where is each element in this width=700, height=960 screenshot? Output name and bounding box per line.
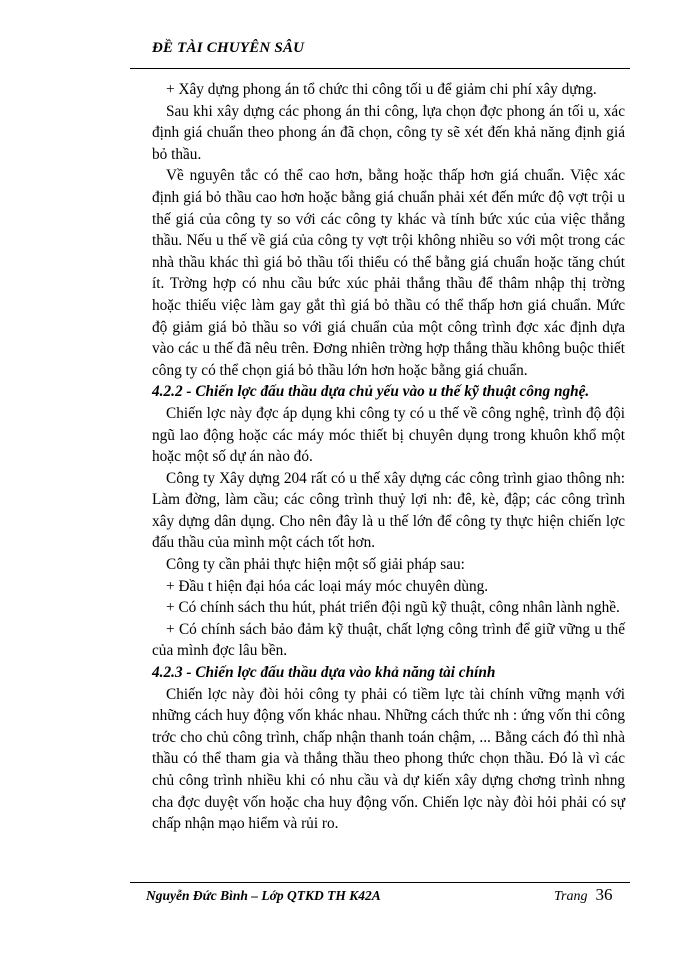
page-header-title: ĐỀ TÀI CHUYÊN SÂU [152,40,305,56]
body-paragraph: + Có chính sách bảo đảm kỹ thuật, chất lợng công trình để giữ vững u thế của mình đợc lâu bền. [152,620,625,660]
body-paragraph: Công ty Xây dựng 204 rất có u thế xây dựng các công trình giao thông nh: Làm đờng, làm cầu; các công trình thuỷ lợi nh: đê, kè, đập; các công trình xây dựng dân dụng. Cho nên đây là u thế lớn để công ty thực hiện chiến lợc đấu thầu của mình một cách tốt hơn. [152,469,625,552]
body-paragraph: Công ty cần phải thực hiện một số giải pháp sau: [166,556,465,574]
body-paragraph: + Xây dựng phong án tổ chức thi công tối u để giảm chi phí xây dựng. [166,81,597,98]
footer-author: Nguyễn Đức Bình – Lớp QTKD TH K42A [146,888,381,903]
section-heading: 4.2.2 - Chiến lợc đấu thầu dựa chủ yếu vào u thế kỹ thuật công nghệ. [152,383,590,401]
header-divider [130,68,630,69]
body-paragraph: Chiến lợc này đợc áp dụng khi công ty có u thế về công nghệ, trình độ đội ngũ lao động hoặc các máy móc thiết bị chuyên dụng trong khuôn khổ một hoặc một số dự án nào đó. [152,404,625,466]
body-paragraph: Chiến lợc này đòi hỏi công ty phải có tiềm lực tài chính vững mạnh với những cách huy động vốn khác nhau. Những cách thức nh : ứng vốn thi công trớc cho chủ công trình, chấp nhận thanh toán chậm, ... Bằng cách đó thì nhà thầu có thể tham gia và thắng thầu theo phong thức chọn thầu. Đó là vì các chủ công trình nhiều khi có nhu cầu và dự kiến xây dựng chơng trình nhng cha đợc duyệt vốn hoặc cha huy động vốn. Chiến lợc này đòi hỏi phải có sự chấp nhận mạo hiểm và rủi ro. [152,685,625,833]
page-label: Trang [554,889,588,904]
page-number-block [554,885,612,905]
page-number: 36 [595,885,613,904]
document-body [152,79,625,835]
body-paragraph: Sau khi xây dựng các phong án thi công, lựa chọn đợc phong án tối u, xác định giá chuẩn theo phong án đã chọn, công ty sẽ xét đến khả năng định giá bỏ thầu. [152,102,625,163]
section-heading: 4.2.3 - Chiến lợc đấu thầu dựa vào khả năng tài chính [152,664,496,682]
footer-divider [130,882,630,883]
body-paragraph: + Có chính sách thu hút, phát triển đội ngũ kỹ thuật, công nhân lành nghề. [166,599,620,617]
body-paragraph: + Đầu t hiện đại hóa các loại máy móc chuyên dùng. [166,577,489,595]
body-paragraph: Về nguyên tắc có thể cao hơn, bằng hoặc thấp hơn giá chuẩn. Việc xác định giá bỏ thầu cao hơn hoặc bằng giá chuẩn phải xét đến mức độ vợt trội u thế giá của công ty so với các công ty khác và tính bức xúc của việc thắng thầu. Nếu u thế về giá của công ty vợt trội không nhiều so với một trong các nhà thầu khác thì giá bỏ thầu tối thiểu có thể bằng giá chuẩn hoặc tăng chút ít. Trờng hợp có nhu cầu bức xúc phải thắng thầu để thâm nhập thị trờng hoặc thiếu việc làm gay gắt thì giá bỏ thầu có thể thấp hơn giá chuẩn. Mức độ giảm giá bỏ thầu so với giá chuẩn của một công trình đợc xác định dựa vào các u thế đã nêu trên. Đơng nhiên trờng hợp thắng thầu không buộc thiết công ty có thể chọn giá bỏ thầu lớn hơn hoặc bằng giá chuẩn. [152,167,625,379]
